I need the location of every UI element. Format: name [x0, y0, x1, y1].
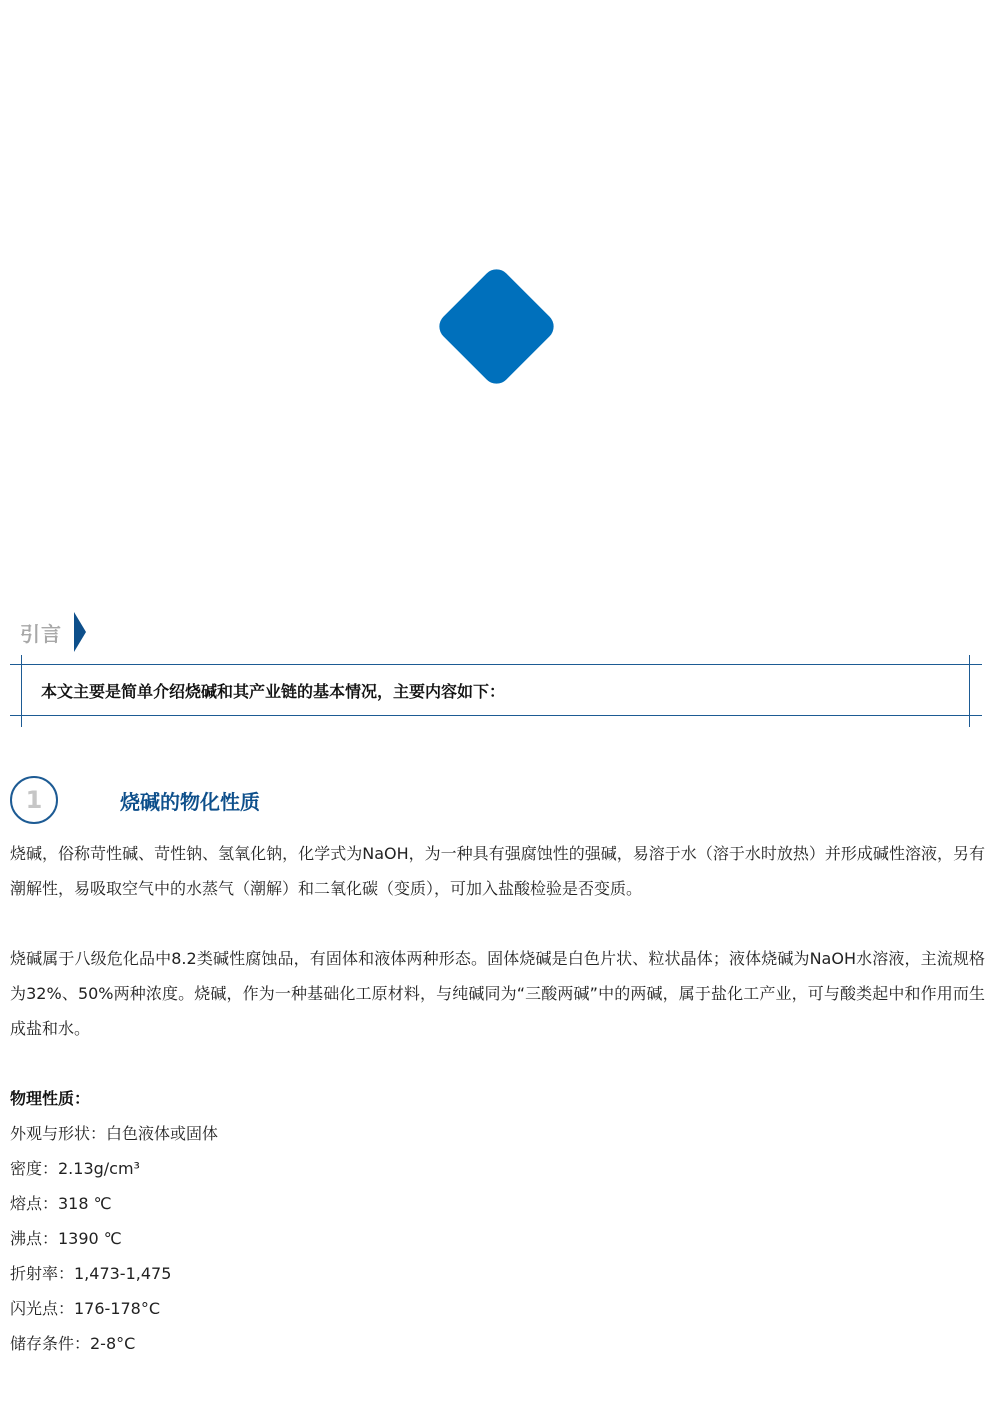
triangle-arrow-icon: [74, 612, 86, 652]
section-number-circle: 1: [10, 776, 58, 824]
paragraph-1: 烧碱，俗称苛性碱、苛性钠、氢氧化钠，化学式为NaOH，为一种具有强腐蚀性的强碱，易溶于水（溶于水时放热）并形成碱性溶液，另有潮解性，易吸取空气中的水蒸气（潮解）和二氧化碳（变质），可加入盐酸检验是否变质。: [10, 844, 985, 898]
property-refractive-index: 折射率：1,473-1,475: [10, 1264, 172, 1283]
intro-box-bottom-line: [10, 715, 982, 716]
logo-diamond-icon: [425, 255, 568, 398]
intro-box-right-line: [969, 655, 970, 727]
property-appearance: 外观与形状：白色液体或固体: [10, 1124, 219, 1143]
intro-label: 引言: [20, 621, 62, 646]
property-flash-point: 闪光点：176-178°C: [10, 1299, 161, 1318]
property-storage: 储存条件：2-8°C: [10, 1334, 136, 1353]
intro-box-left-line: [21, 655, 22, 727]
property-melting-point: 熔点：318 ℃: [10, 1194, 112, 1213]
physical-properties: [10, 1081, 910, 1361]
intro-tag: [20, 612, 86, 652]
intro-box-top-line: [10, 664, 982, 665]
paragraph-2: 烧碱属于八级危化品中8.2类碱性腐蚀品，有固体和液体两种形态。固体烧碱是白色片状、粒状晶体；液体烧碱为NaOH水溶液，主流规格为32%、50%两种浓度。烧碱，作为一种基础化工原材料，与纯碱同为“三酸两碱”中的两碱，属于盐化工产业，可与酸类起中和作用而生成盐和水。: [10, 949, 985, 1038]
intro-box: [10, 655, 982, 727]
property-density: 密度：2.13g/cm³: [10, 1159, 140, 1178]
property-boiling-point: 沸点：1390 ℃: [10, 1229, 122, 1248]
physical-properties-heading: 物理性质：: [10, 1089, 91, 1108]
section-title: 烧碱的物化性质: [120, 790, 260, 814]
section-heading: [10, 776, 610, 824]
intro-text: 本文主要是简单介绍烧碱和其产业链的基本情况，主要内容如下：: [41, 682, 506, 701]
